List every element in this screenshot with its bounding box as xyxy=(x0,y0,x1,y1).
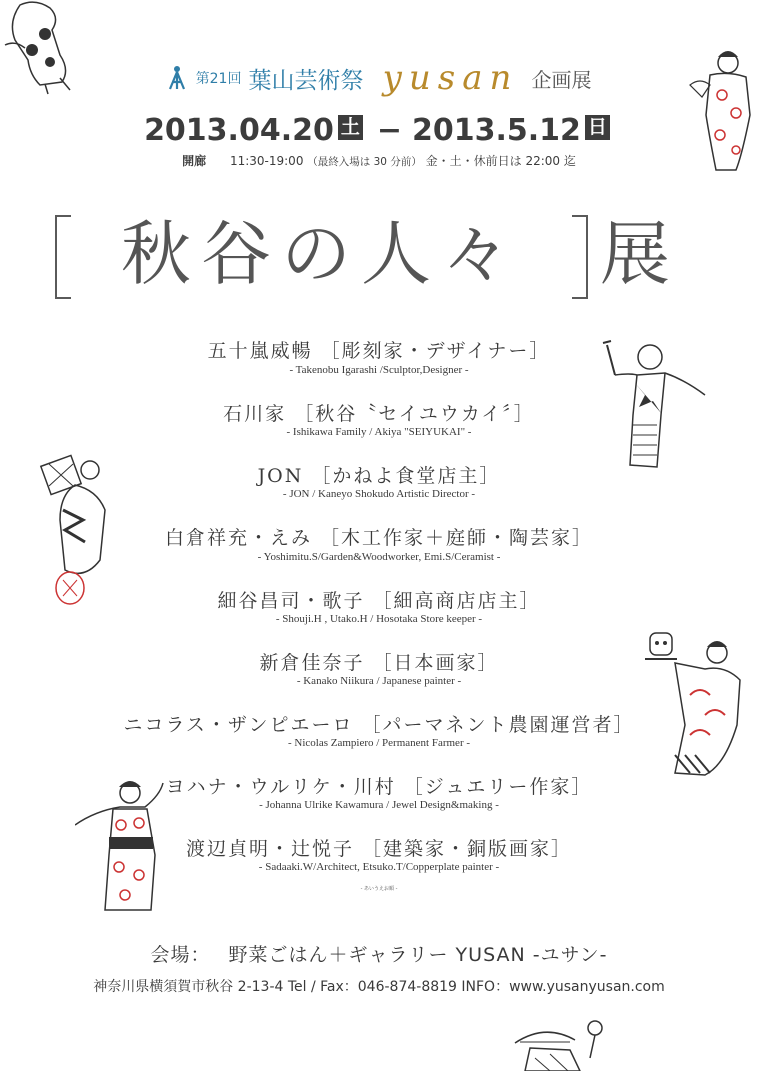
exhibitor-name: 渡辺貞明・辻悦子 ［建築家・銅版画家］ xyxy=(185,838,573,860)
start-day-badge: 土 xyxy=(338,115,363,140)
exhibitor-name: 細谷昌司・歌子 ［細高商店店主］ xyxy=(217,590,541,612)
exhibitor-name: 五十嵐威暢 ［彫刻家・デザイナー］ xyxy=(207,340,551,362)
exhibitor-english: - JON / Kaneyo Shokudo Artistic Director - xyxy=(282,488,476,500)
title-suffix: 展 xyxy=(600,213,670,295)
main-title: 秋谷の人々 xyxy=(121,213,521,295)
festival-number: 第21回 xyxy=(195,71,242,87)
exhibitor-english: - Shouji.H , Utako.H / Hosotaka Store keeper - xyxy=(275,613,483,625)
exhibitor-name: 新倉佳奈子 ［日本画家］ xyxy=(259,652,499,674)
festival-name: 葉山芸術祭 xyxy=(248,67,364,94)
exhibitor-name: 白倉祥充・えみ ［木工作家＋庭師・陶芸家］ xyxy=(164,527,594,549)
hours-label: 開廊 xyxy=(182,154,207,168)
yusan-logo: yusan xyxy=(382,58,519,98)
date-separator: − xyxy=(376,113,402,148)
exhibitor-english: - Yoshimitu.S/Garden&Woodworker, Emi.S/Ceramist - xyxy=(257,551,501,563)
exhibitor-english: - Nicolas Zampiero / Permanent Farmer - xyxy=(287,737,471,749)
extended-hours: 金・土・休前日は 22:00 迄 xyxy=(425,154,576,168)
last-entry-note: （最終入場は 30 分前） xyxy=(307,156,422,168)
header xyxy=(0,58,758,98)
title-right-bracket xyxy=(572,215,588,299)
alphabetical-order-note: - あいうえお順 - xyxy=(360,886,398,892)
exhibitor-english: - Sadaaki.W/Architect, Etsuko.T/Copperplate painter - xyxy=(258,861,500,873)
exhibition-type: 企画展 xyxy=(531,67,592,92)
exhibition-dates xyxy=(0,112,758,154)
exhibitor-name: JON ［かねよ食堂店主］ xyxy=(257,465,501,487)
exhibitor-english: - Ishikawa Family / Akiya "SEIYUKAI" - xyxy=(286,426,472,438)
title-left-bracket xyxy=(55,215,71,299)
exhibitor-english: - Takenobu Igarashi /Sculptor,Designer - xyxy=(289,364,469,376)
venue-address: 神奈川県横須賀市秋谷 2-13-4 Tel / Fax：046-874-8819 INFO：www.yusanyusan.com xyxy=(93,979,665,995)
start-date: 2013.04.20 xyxy=(144,113,334,148)
exhibitor-english: - Kanako Niikura / Japanese painter - xyxy=(296,675,462,687)
exhibitor-english: - Johanna Ulrike Kawamura / Jewel Design&making - xyxy=(259,799,499,811)
venue-label: 会場： xyxy=(150,944,211,966)
venue-name: 野菜ごはん＋ギャラリー YUSAN -ユサン- xyxy=(228,944,608,966)
end-day-badge: 日 xyxy=(585,115,610,140)
venue xyxy=(0,940,758,967)
end-date: 2013.5.12 xyxy=(412,113,581,148)
opening-hours xyxy=(0,152,758,169)
hours-time: 11:30-19:00 xyxy=(229,154,304,168)
figure-with-hat-illustration-bottom xyxy=(510,1018,610,1071)
exhibitor-name: ニコラス・ザンピエーロ ［パーマネント農園運営者］ xyxy=(123,714,635,736)
exhibitor-name: 石川家 ［秋谷〝セイユウカイ〞］ xyxy=(223,403,535,425)
festival-logo-icon xyxy=(167,65,187,91)
exhibitor-name: ヨハナ・ウルリケ・川村 ［ジュエリー作家］ xyxy=(165,776,593,798)
